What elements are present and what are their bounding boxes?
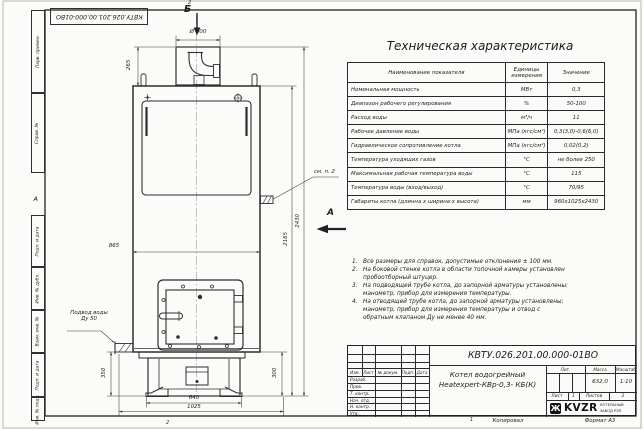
spec-header-value: Значение <box>547 63 604 82</box>
note-item: 4. На отводящей трубе котла, до запорной арматуры установлены: манометр, прибор для измерения температуры и отвод с обратным клапаном Ду не менее 40 мм. <box>352 298 564 321</box>
logo-subtitle-2: ЗАВОД РЭП <box>600 408 622 413</box>
note-item: 1. Все размеры для справок, допустимые отклонения ± 100 мм. <box>352 259 553 265</box>
role-t-kontr: Т. контр. <box>350 390 370 396</box>
zone-number-bottom: 2 <box>166 419 170 426</box>
margin-cell-sprav-no: Справ. № <box>31 93 45 173</box>
spec-row: Температура уходящих газов °С не более 250 <box>348 152 604 166</box>
dim-base-height-left: 350 <box>101 367 108 378</box>
col-doc: № докум. <box>377 369 399 375</box>
margin-cell-podp-data-2: Подп. и дата <box>31 353 45 397</box>
col-date: Дата <box>416 369 428 375</box>
col-sign: Подп. <box>401 369 415 375</box>
top-stamp-doc-number: КВТУ.026.201.00.000-01ВО <box>55 13 143 20</box>
product-name-line2: Heatexpert-КВр-0,3- КБ(К) <box>438 379 537 389</box>
mass-label: Масса <box>593 366 607 372</box>
notes-list <box>350 259 572 323</box>
dim-base-height-right: 300 <box>272 367 279 378</box>
sheets-total-label: Листов <box>585 393 603 399</box>
dim-chimney-diameter: Ø 300 <box>189 29 207 35</box>
role-prov: Пров. <box>350 383 363 389</box>
role-n-kontr: Н. контр. <box>350 404 371 410</box>
kvzr-logo-text: KVZR <box>564 401 598 414</box>
note-item: 2. На боковой стенке котла в области топочной камеры установлен пробоотборный штуцер. <box>352 266 565 281</box>
top-stamp <box>50 8 148 25</box>
margin-cell-perv-primen: Перв. примен. <box>31 10 45 93</box>
spec-row: Рабочее давление воды МПа (кгс/см²) 0,3(3,0)-0,6(6,0) <box>348 124 604 138</box>
margin-cell-vzam-inv: Взам. инв. № <box>31 310 45 353</box>
spec-row: Габариты котла (длинна х ширина х высота) мм 960х1025х2430 <box>348 195 604 209</box>
spec-row: Расход воды м³/ч 11 <box>348 110 604 124</box>
view-arrows <box>194 13 346 233</box>
spec-table-header <box>348 63 604 82</box>
boiler-front-view <box>115 47 273 397</box>
water-inlet-line2: Ду 50 <box>81 315 97 322</box>
scale-label: Масштаб <box>616 366 636 372</box>
note-item: 3. На подводящей трубе котла, до запорной арматуры установлены: манометр, прибор для измерения температуры. <box>352 282 568 297</box>
role-utv: Утв. <box>350 411 359 417</box>
sheet-number: 1 <box>572 393 575 399</box>
role-razrab: Разраб. <box>350 377 367 382</box>
title-block-doc-number: КВТУ.026.201.00.000-01ВО <box>467 349 599 361</box>
spec-row: Гидравлическое сопротивление котла МПа (кгс/см²) 0,02(0,2) <box>348 138 604 152</box>
note-reference-label: см. п. 2 <box>314 168 335 175</box>
title-block <box>347 345 636 416</box>
dim-body-height: 2165 <box>283 231 290 246</box>
water-inlet-line1: Подвод воды <box>70 310 108 316</box>
spec-row: Номинальная мощность МВт 0,3 <box>348 82 604 96</box>
margin-cell-podp-data-1: Подп. и дата <box>31 215 45 267</box>
spec-row: Диапазон рабочего регулирования % 50-100 <box>348 96 604 110</box>
kvzr-emblem-icon: Ж <box>550 404 561 413</box>
spec-table <box>347 62 605 210</box>
lit-label: Лит. <box>560 366 571 372</box>
scale-value: 1:10 <box>619 379 633 385</box>
logo-subtitle-1: КОТЕЛЬНЫЙ <box>600 403 624 407</box>
dim-body-width: 865 <box>108 243 120 249</box>
zone-letter-left: А <box>33 195 38 203</box>
margin-cell-inv-dubl: Инв. № дубл. <box>31 267 45 310</box>
margin-cell-inv-podl: Инв. № подл. <box>31 397 45 421</box>
spec-row: Максимальная рабочая температура воды °С 115 <box>348 167 604 181</box>
format-label: Формат А3 <box>584 418 616 424</box>
zone-number-top: 2 <box>188 0 192 6</box>
view-a-label: А <box>327 208 334 218</box>
col-list: Лист <box>363 369 374 375</box>
spec-header-units: Единицы измерения <box>505 63 548 82</box>
water-inlet-label <box>58 311 120 322</box>
mass-value: 632,0 <box>592 379 608 385</box>
role-nach-otd: Нач. отд. <box>350 397 371 403</box>
sheet-label: Лист <box>551 393 563 399</box>
sheets-total-number: 2 <box>621 393 625 399</box>
copied-label: Копировал <box>492 418 524 424</box>
dim-feet-span: 640 <box>188 394 200 401</box>
product-name-line1: Котел водогрейный <box>449 369 526 379</box>
spec-header-name: Наименование показателя <box>388 69 465 76</box>
dim-chimney-height: 265 <box>126 59 133 70</box>
dim-base-width: 1025 <box>187 403 201 410</box>
spec-table-title: Техническая характеристика <box>386 39 574 53</box>
view-b-label: Б <box>184 4 192 15</box>
spec-row: Температура воды (вход/выход) °С 70/95 <box>348 181 604 195</box>
col-izm: Изм. <box>350 369 360 375</box>
zone-number-bottom-right: 1 <box>470 417 474 423</box>
dim-overall-height: 2430 <box>295 213 302 228</box>
